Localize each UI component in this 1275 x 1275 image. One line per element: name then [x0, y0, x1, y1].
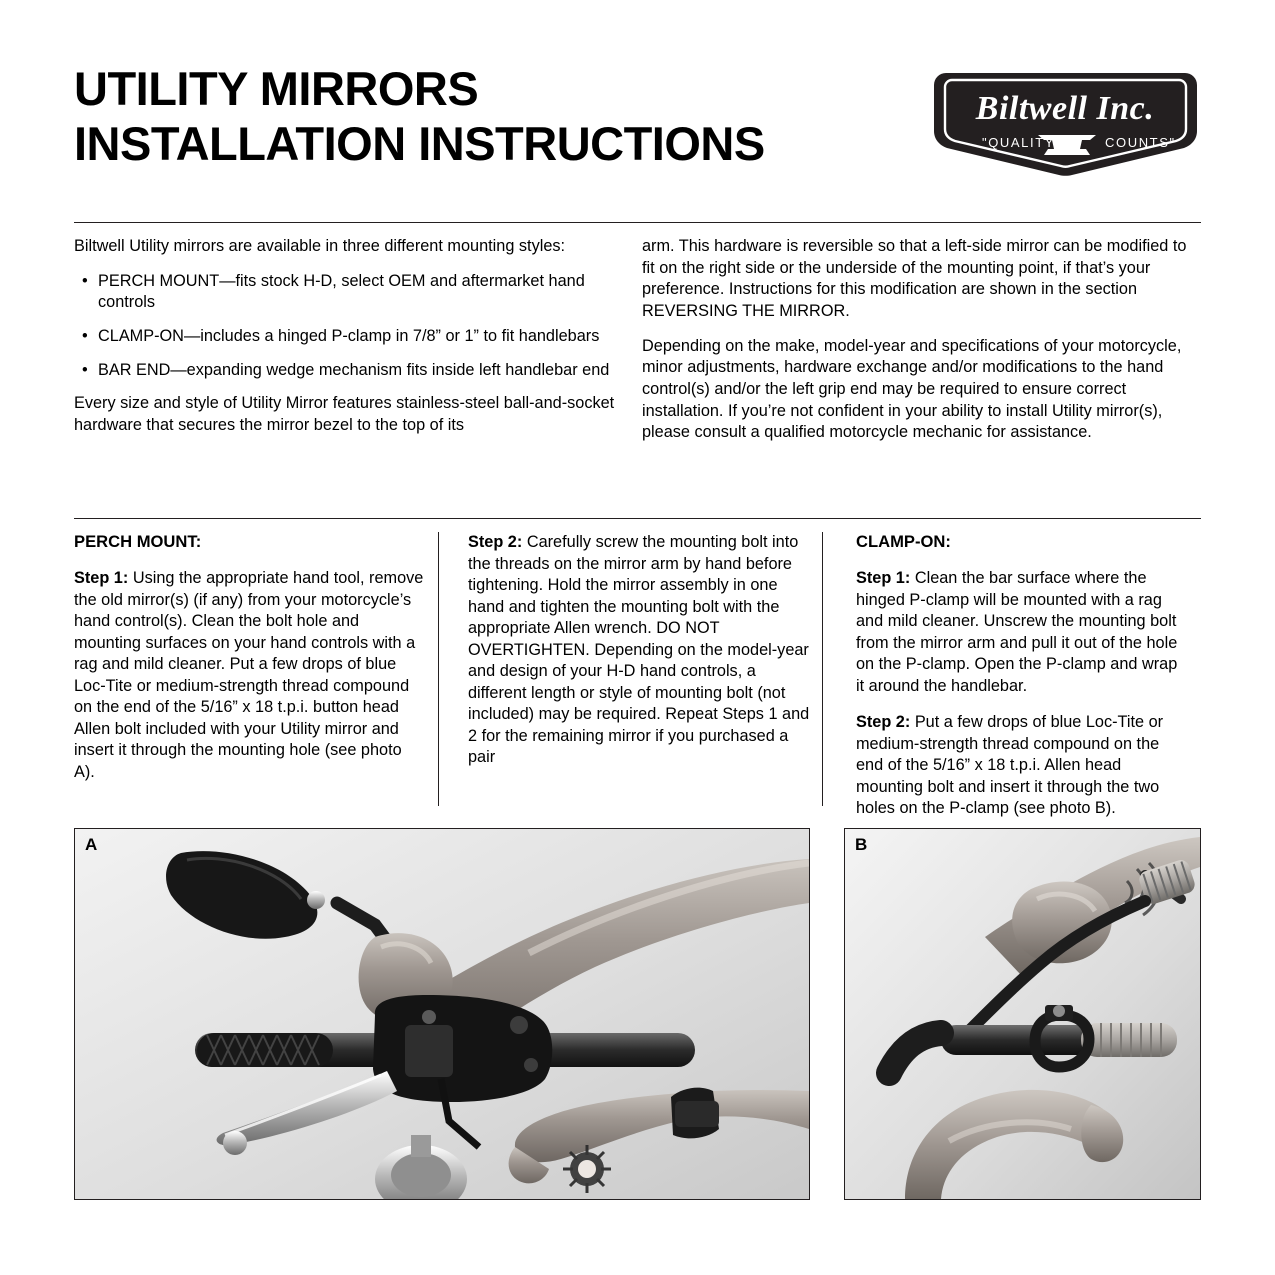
step-paragraph: [856, 568, 1179, 697]
step-paragraph: [468, 532, 812, 769]
step-label: Step 2:: [856, 713, 911, 731]
section-perch-mount: [74, 532, 446, 835]
instruction-columns: [74, 532, 1201, 835]
photo-b: [844, 828, 1201, 1200]
svg-text:COUNTS": COUNTS": [1105, 135, 1176, 150]
intro-closing: Every size and style of Utility Mirror features stainless-steel ball-and-socket hardware that secures the mirror bezel to the top of its: [74, 394, 615, 435]
intro-right-paragraph-1: arm. This hardware is reversible so that a left-side mirror can be modified to fit on the right side or the underside of the mounting point, if that’s your preference. Instructions for this modification are shown in the section REVERSING THE MIRROR.: [642, 237, 1187, 321]
document-header: [74, 62, 1201, 192]
step-paragraph: [856, 712, 1179, 820]
step-text: Using the appropriate hand tool, remove the old mirror(s) (if any) from your motorcycle’s hand control(s). Clean the bolt hole and mounting surfaces on your hand controls with a rag and mild cleaner. Put a few drops of blue Loc-Tite or medium-strength thread compound on the end of the 5/16” x 18 t.p.i. button head Allen bolt included with your Utility mirror and insert it through the mounting hole (see photo A).: [74, 569, 424, 781]
intro-section: [74, 236, 1201, 457]
photo-row: [74, 828, 1201, 1200]
step-label: Step 2:: [468, 533, 523, 551]
photo-a: [74, 828, 810, 1200]
step-text: Put a few drops of blue Loc-Tite or medium-strength thread compound on the end of the 5/16” x 18 t.p.i. Allen head mounting bolt and insert it through the two holes on the P-clamp (see photo B).: [856, 713, 1164, 817]
biltwell-logo: [930, 69, 1201, 179]
section-perch-mount-step2: [446, 532, 834, 835]
photo-a-image: [75, 829, 809, 1199]
section-heading-clamp-on: CLAMP-ON:: [856, 532, 951, 551]
intro-column-right: [642, 236, 1201, 457]
page-title: [74, 62, 914, 172]
step-paragraph: [74, 568, 424, 783]
svg-text:"QUALITY: "QUALITY: [982, 135, 1056, 150]
list-item: • CLAMP-ON—includes a hinged P-clamp in 7/8” or 1” to fit handlebars: [96, 326, 616, 348]
photo-b-label: B: [855, 835, 868, 854]
step-text: Clean the bar surface where the hinged P-clamp will be mounted with a rag and mild cleaner. Unscrew the mounting bolt from the mirror arm and pull it out of the hole on the P-clamp. Open the P-clamp and wrap it around the handlebar.: [856, 569, 1178, 695]
svg-text:Biltwell Inc.: Biltwell Inc.: [975, 90, 1155, 127]
divider-middle: [74, 518, 1201, 519]
page-title-line-2: INSTALLATION INSTRUCTIONS: [74, 116, 765, 170]
list-item: • PERCH MOUNT—fits stock H-D, select OEM and aftermarket hand controls: [96, 271, 616, 314]
divider-top: [74, 222, 1201, 223]
photo-b-image: [845, 829, 1200, 1199]
mounting-styles-list: [74, 271, 616, 382]
list-item: • BAR END—expanding wedge mechanism fits inside left handlebar end: [96, 360, 616, 382]
step-label: Step 1:: [856, 569, 911, 587]
intro-column-left: [74, 236, 642, 457]
page-title-line-1: UTILITY MIRRORS: [74, 62, 479, 115]
section-heading-perch-mount: PERCH MOUNT:: [74, 532, 202, 551]
step-label: Step 1:: [74, 569, 129, 587]
intro-right-paragraph-2: Depending on the make, model-year and specifications of your motorcycle, minor adjustments, hardware exchange and/or modifications to the hand control(s) and/or the left grip end may be required to ensure correct installation. If you’re not confident in your ability to install Utility mirror(s), please consult a qualified motorcycle mechanic for assistance.: [642, 336, 1182, 442]
intro-lead: Biltwell Utility mirrors are available in three different mounting styles:: [74, 237, 566, 255]
section-clamp-on: [834, 532, 1201, 835]
photo-a-label: A: [85, 835, 98, 854]
step-text: Carefully screw the mounting bolt into the threads on the mirror arm by hand before tightening. Hold the mirror assembly in one hand and tighten the mounting bolt with the appropriate Allen wrench. DO NOT OVERTIGHTEN. Depending on the model-year and design of your H-D hand controls, a different length or style of mounting bolt (not included) may be required. Repeat Steps 1 and 2 for the remaining mirror if you purchased a pair: [468, 533, 810, 766]
